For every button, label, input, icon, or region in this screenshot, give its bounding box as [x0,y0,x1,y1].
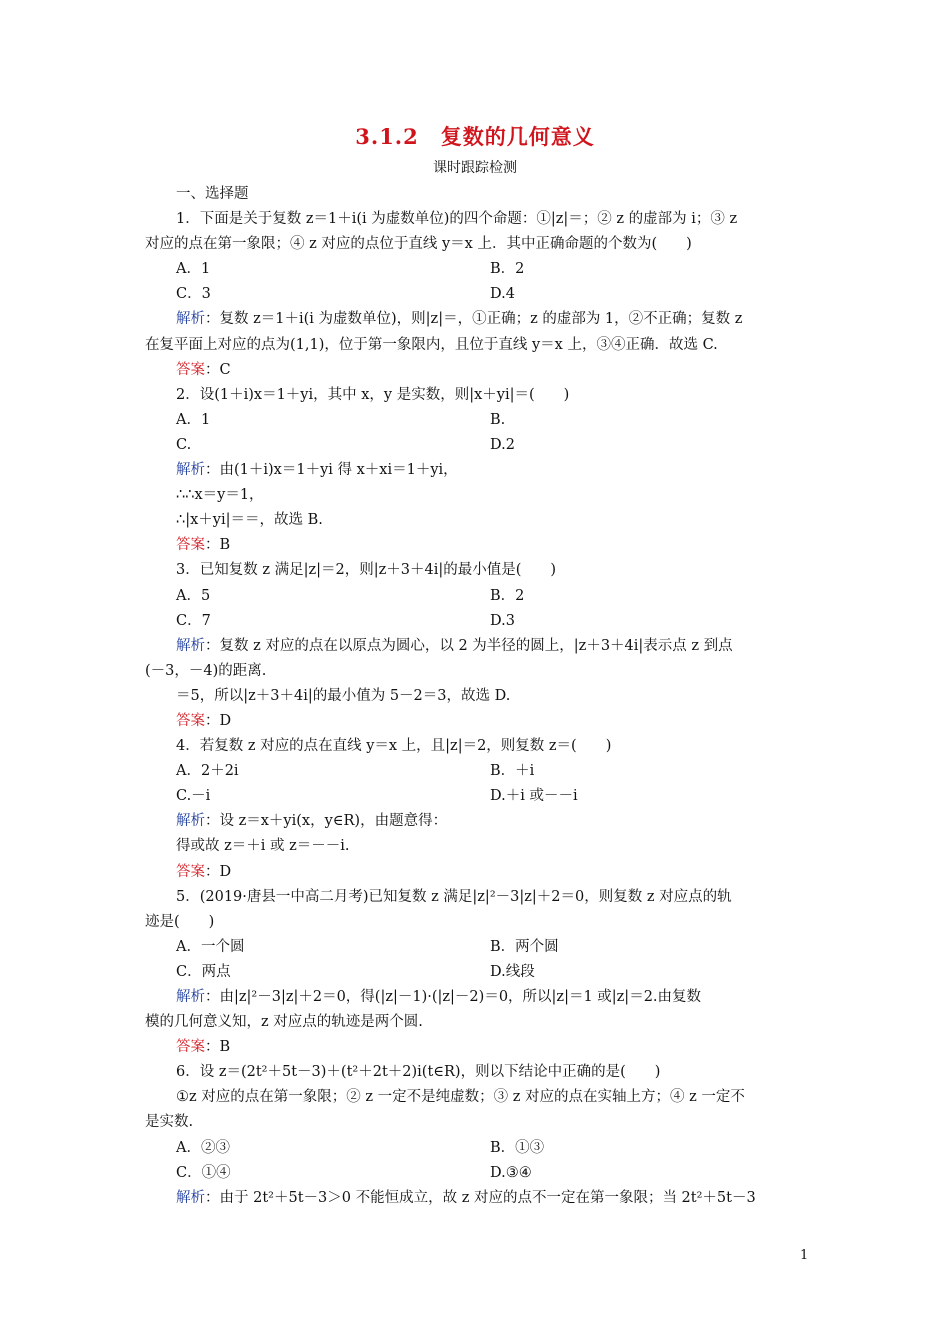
q1-stem-line-2: 对应的点在第一象限；④ z 对应的点位于直线 y＝x 上．其中正确命题的个数为( ) [145,236,692,253]
q1-answer-value: ：C [205,361,231,378]
q1-options-row-1 [145,257,810,282]
q4-analysis-line-2: 得或故 z＝＋i 或 z＝－－i. [176,838,350,855]
q4-answer [145,860,810,885]
q5-options-row-1 [145,935,810,960]
q1-option-d: D.4 [490,286,515,303]
q3-analysis-line-1 [145,634,810,659]
q1-options-row-2 [145,282,810,307]
q2-analysis-line-1 [145,458,810,483]
q5-answer [145,1035,810,1060]
q5-answer-value: ：B [205,1039,231,1056]
q6-options-row-1 [145,1136,810,1161]
q3-answer [145,709,810,734]
q1-analysis-text: ：复数 z＝1＋i(i 为虚数单位)，则|z|＝，①正确；z 的虚部为 1，②不正确；复数 z [205,311,743,328]
q2-answer [145,533,810,558]
q3-option-a: A．5 [176,587,211,604]
q5-analysis-line-2: 模的几何意义知，z 对应点的轨迹是两个圆. [145,1014,423,1031]
answer-label: 答案 [176,361,205,378]
q1-option-a: A．1 [176,261,211,278]
q3-analysis-line-3: ＝5，所以|z＋3＋4i|的最小值为 5－2＝3，故选 D. [176,687,511,704]
q1-stem-line-1: 1．下面是关于复数 z＝1＋i(i 为虚数单位)的四个命题：①|z|＝；② z 的虚部为 i；③ z [176,211,738,228]
q4-option-c: C.－i [176,788,211,805]
q5-option-d: D.线段 [490,963,535,980]
q1-analysis-line-1 [145,307,810,332]
q6-option-c: C．①④ [176,1164,231,1181]
q4-options-row-1 [145,759,810,784]
q4-stem-line-1: 4．若复数 z 对应的点在直线 y＝x 上，且|z|＝2，则复数 z＝( ) [176,738,612,755]
q2-options-row-1 [145,408,810,433]
q1-option-b: B．2 [490,261,525,278]
q5-analysis-line-1 [145,985,810,1010]
answer-label: 答案 [176,712,205,729]
q6-analysis-text: ：由于 2t²＋5t－3＞0 不能恒成立，故 z 对应的点不一定在第一象限；当 2t²＋5t－3 [205,1189,756,1206]
analysis-label: 解析 [176,989,205,1005]
analysis-label: 解析 [176,311,205,328]
q3-option-b: B．2 [490,587,525,604]
q2-option-d: D.2 [490,436,515,453]
q3-option-c: C．7 [176,612,211,629]
q3-option-d: D.3 [490,612,515,629]
q6-option-a: A．②③ [176,1139,230,1156]
q3-answer-value: ：D [205,712,232,729]
q2-option-b: B. [490,411,506,428]
q2-option-a: A．1 [176,411,211,428]
page-subtitle: 课时跟踪检测 [433,160,517,176]
q4-option-d: D.＋i 或－－i [490,788,578,805]
q5-stem-line-1: 5．(2019·唐县一中高二月考)已知复数 z 满足|z|²－3|z|＋2＝0，则复数 z 对应点的轨 [176,888,732,905]
q6-stem-line-1: 6．设 z＝(2t²＋5t－3)＋(t²＋2t＋2)i(t∈R)，则以下结论中正确的是( ) [176,1064,661,1081]
q5-option-b: B．两个圆 [490,938,559,955]
exercise-body [145,182,810,1211]
q3-options-row-1 [145,584,810,609]
q4-options-row-2 [145,784,810,809]
q4-option-b: B．＋i [490,763,535,780]
q5-option-a: A．一个圆 [176,938,245,955]
q2-analysis-line-2: ∴∴x＝y＝1， [176,487,264,504]
q1-answer [145,358,810,383]
analysis-label: 解析 [176,1189,205,1206]
answer-label: 答案 [176,863,205,880]
q6-stem-line-3: 是实数. [145,1114,194,1131]
section-heading: 一、选择题 [176,186,249,202]
q2-options-row-2 [145,433,810,458]
q6-analysis-line-1 [145,1186,810,1211]
q5-option-c: C．两点 [176,963,231,980]
q1-option-c: C．3 [176,286,211,303]
q1-analysis-line-2: 在复平面上对应的点为(1,1)，位于第一象限内，且位于直线 y＝x 上，③④正确．故选 C. [145,336,718,353]
analysis-label: 解析 [176,813,205,830]
page-title: 3.1.2 复数的几何意义 [355,124,595,149]
q4-analysis-text: ：设 z＝x＋yi(x，y∈R)，由题意得： [205,813,448,830]
q2-analysis-text: ：由(1＋i)x＝1＋yi 得 x＋xi＝1＋yi， [205,462,458,479]
answer-label: 答案 [176,1039,205,1056]
q4-analysis-line-1 [145,809,810,834]
q3-options-row-2 [145,609,810,634]
q2-answer-value: ：B [205,537,231,554]
q6-stem-line-2: ①z 对应的点在第一象限；② z 一定不是纯虚数；③ z 对应的点在实轴上方；④ z 一定不 [176,1089,745,1106]
analysis-label: 解析 [176,637,205,654]
q5-analysis-text: ：由|z|²－3|z|＋2＝0，得(|z|－1)·(|z|－2)＝0，所以|z|＝1 或|z|＝2.由复数 [205,989,702,1005]
q4-answer-value: ：D [205,863,232,880]
page-number: 1 [800,1248,809,1263]
q6-options-row-2 [145,1161,810,1186]
q6-option-d: D.③④ [490,1164,532,1181]
q5-stem-line-2: 迹是( ) [145,913,215,930]
q4-option-a: A．2＋2i [176,763,239,780]
analysis-label: 解析 [176,462,205,479]
q6-option-b: B．①③ [490,1139,545,1156]
q2-stem-line-1: 2．设(1＋i)x＝1＋yi，其中 x，y 是实数，则|x＋yi|＝( ) [176,386,570,403]
answer-label: 答案 [176,537,205,554]
q3-stem-line-1: 3．已知复数 z 满足|z|＝2，则|z＋3＋4i|的最小值是( ) [176,562,557,579]
q3-analysis-line-2: (－3，－4)的距离. [145,662,267,679]
q2-option-c: C. [176,436,192,453]
q5-options-row-2 [145,960,810,985]
q3-analysis-text: ：复数 z 对应的点在以原点为圆心，以 2 为半径的圆上，|z＋3＋4i|表示点 z 到点 [205,637,733,654]
q2-analysis-line-3: ∴|x＋yi|＝＝，故选 B. [176,512,323,529]
